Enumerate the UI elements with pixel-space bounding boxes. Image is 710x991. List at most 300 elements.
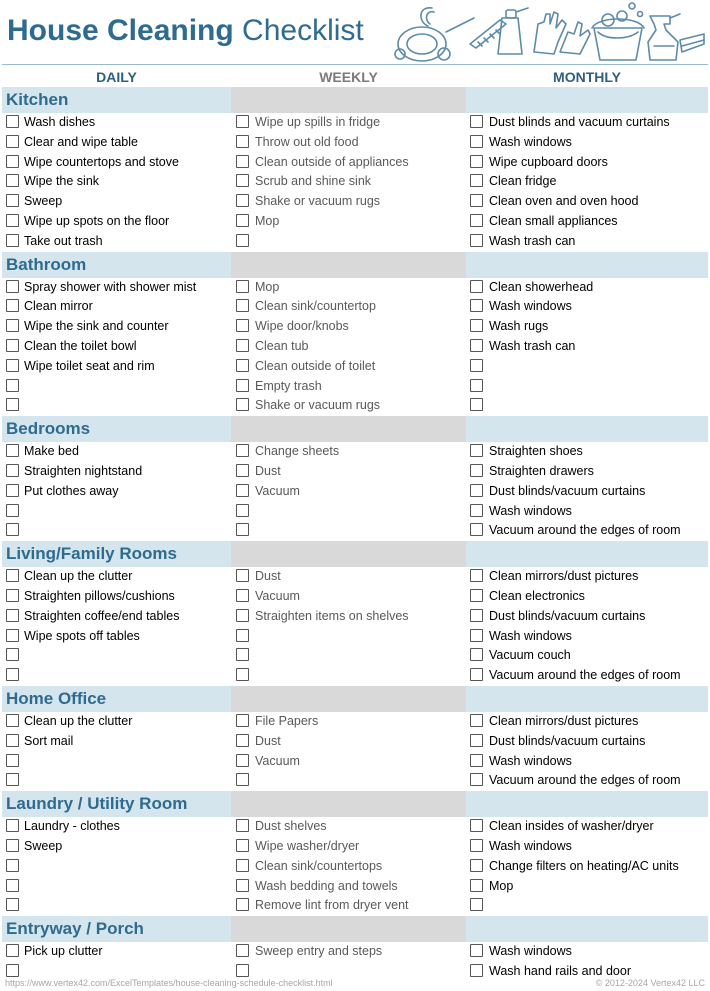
task-label: Wash windows <box>489 753 572 768</box>
task-label: Clean the toilet bowl <box>24 338 137 353</box>
daily-task <box>2 337 231 357</box>
section-header-band <box>466 916 708 942</box>
task-label: Take out trash <box>24 233 103 248</box>
task-checkbox[interactable] <box>470 819 483 832</box>
daily-task <box>2 396 231 416</box>
task-label: Dust blinds/vacuum curtains <box>489 483 646 498</box>
task-checkbox[interactable] <box>470 714 483 727</box>
task-checkbox[interactable] <box>236 359 249 372</box>
task-label: Clean insides of washer/dryer <box>489 819 654 834</box>
task-label: Wipe the sink and counter <box>24 319 169 334</box>
task-checkbox[interactable] <box>236 609 249 622</box>
column-header-monthly: MONTHLY <box>553 69 621 85</box>
task-checkbox[interactable] <box>236 523 249 536</box>
monthly-task <box>466 732 708 752</box>
section-header <box>2 87 708 113</box>
task-label: Wipe cupboard doors <box>489 154 608 169</box>
task-checkbox[interactable] <box>236 398 249 411</box>
task-checkbox[interactable] <box>6 609 19 622</box>
checklist-row <box>2 567 708 587</box>
checklist-sections <box>2 87 708 982</box>
task-label: Straighten pillows/cushions <box>24 588 175 603</box>
checklist-row <box>2 232 708 252</box>
monthly-task <box>466 212 708 232</box>
task-checkbox[interactable] <box>6 214 19 227</box>
task-label: Wash windows <box>489 134 572 149</box>
task-checkbox[interactable] <box>236 898 249 911</box>
task-label: Wipe washer/dryer <box>255 838 360 853</box>
column-header-daily: DAILY <box>96 69 137 85</box>
task-label: Change filters on heating/AC units <box>489 858 679 873</box>
task-label: Wash windows <box>489 503 572 518</box>
task-checkbox[interactable] <box>236 174 249 187</box>
task-checkbox[interactable] <box>6 859 19 872</box>
weekly-task <box>231 357 466 377</box>
weekly-task <box>231 192 466 212</box>
task-label: Sweep entry and steps <box>255 944 383 959</box>
task-label: Straighten drawers <box>489 463 594 478</box>
task-checkbox[interactable] <box>470 174 483 187</box>
task-checkbox[interactable] <box>236 484 249 497</box>
task-checkbox[interactable] <box>236 734 249 747</box>
task-label: Clean up the clutter <box>24 569 133 584</box>
task-label: Dust blinds/vacuum curtains <box>489 733 646 748</box>
task-checkbox[interactable] <box>6 668 19 681</box>
checklist-row <box>2 752 708 772</box>
task-checkbox[interactable] <box>236 569 249 582</box>
task-checkbox[interactable] <box>6 773 19 786</box>
task-label: Clean up the clutter <box>24 713 133 728</box>
task-checkbox[interactable] <box>236 944 249 957</box>
daily-task <box>2 172 231 192</box>
daily-task <box>2 113 231 133</box>
task-label: Vacuum <box>255 483 300 498</box>
column-header-weekly: WEEKLY <box>319 69 378 85</box>
monthly-task <box>466 607 708 627</box>
weekly-task <box>231 567 466 587</box>
section-header <box>2 686 708 712</box>
checklist-row <box>2 942 708 962</box>
weekly-task <box>231 587 466 607</box>
checklist-row <box>2 442 708 462</box>
daily-task <box>2 666 231 686</box>
weekly-task <box>231 732 466 752</box>
task-checkbox[interactable] <box>6 944 19 957</box>
weekly-task <box>231 133 466 153</box>
task-checkbox[interactable] <box>236 444 249 457</box>
section-title: Entryway / Porch <box>6 919 144 939</box>
weekly-task <box>231 396 466 416</box>
daily-task <box>2 317 231 337</box>
task-checkbox[interactable] <box>470 280 483 293</box>
task-label: Clean sink/countertop <box>255 299 376 314</box>
task-label: Make bed <box>24 444 79 459</box>
checklist-row <box>2 607 708 627</box>
task-label: Shake or vacuum rugs <box>255 398 381 413</box>
task-label: Clean sink/countertops <box>255 858 383 873</box>
daily-task <box>2 896 231 916</box>
weekly-task <box>231 627 466 647</box>
section-header-band <box>231 416 466 442</box>
checklist-row <box>2 857 708 877</box>
section-title: Bathroom <box>6 254 87 274</box>
task-checkbox[interactable] <box>236 714 249 727</box>
section-header-band <box>466 416 708 442</box>
checklist-row <box>2 133 708 153</box>
task-checkbox[interactable] <box>470 484 483 497</box>
monthly-task <box>466 896 708 916</box>
task-checkbox[interactable] <box>236 629 249 642</box>
task-checkbox[interactable] <box>470 504 483 517</box>
daily-task <box>2 153 231 173</box>
daily-task <box>2 502 231 522</box>
task-checkbox[interactable] <box>6 714 19 727</box>
task-checkbox[interactable] <box>6 339 19 352</box>
daily-task <box>2 377 231 397</box>
task-checkbox[interactable] <box>236 379 249 392</box>
checklist-row <box>2 317 708 337</box>
task-checkbox[interactable] <box>6 379 19 392</box>
checklist-row <box>2 521 708 541</box>
task-label: Wash trash can <box>489 233 576 248</box>
task-label: Wipe up spots on the floor <box>24 213 170 228</box>
monthly-task <box>466 771 708 791</box>
monthly-task <box>466 317 708 337</box>
checklist-row <box>2 646 708 666</box>
task-checkbox[interactable] <box>470 964 483 977</box>
task-checkbox[interactable] <box>6 504 19 517</box>
section-header-band <box>231 541 466 567</box>
task-label: Wipe spots off tables <box>24 628 140 643</box>
task-label: Put clothes away <box>24 483 119 498</box>
daily-task <box>2 627 231 647</box>
task-checkbox[interactable] <box>470 444 483 457</box>
task-checkbox[interactable] <box>6 523 19 536</box>
task-checkbox[interactable] <box>6 589 19 602</box>
weekly-task <box>231 666 466 686</box>
task-checkbox[interactable] <box>470 115 483 128</box>
section-header <box>2 252 708 278</box>
task-label: Empty trash <box>255 378 322 393</box>
task-label: Mop <box>255 279 280 294</box>
task-checkbox[interactable] <box>6 879 19 892</box>
task-checkbox[interactable] <box>236 234 249 247</box>
task-checkbox[interactable] <box>236 319 249 332</box>
task-checkbox[interactable] <box>6 280 19 293</box>
task-checkbox[interactable] <box>470 319 483 332</box>
task-checkbox[interactable] <box>470 339 483 352</box>
task-checkbox[interactable] <box>6 174 19 187</box>
checklist-row <box>2 192 708 212</box>
task-checkbox[interactable] <box>470 944 483 957</box>
monthly-task <box>466 942 708 962</box>
monthly-task <box>466 817 708 837</box>
daily-task <box>2 587 231 607</box>
section-title: Kitchen <box>6 90 69 109</box>
task-label: Wipe door/knobs <box>255 319 349 334</box>
weekly-task <box>231 857 466 877</box>
task-label: Wipe toilet seat and rim <box>24 358 155 373</box>
task-checkbox[interactable] <box>6 155 19 168</box>
weekly-task <box>231 317 466 337</box>
daily-task <box>2 817 231 837</box>
weekly-task <box>231 607 466 627</box>
task-checkbox[interactable] <box>470 754 483 767</box>
monthly-task <box>466 502 708 522</box>
task-label: Clean oven and oven hood <box>489 194 639 209</box>
task-label: Dust blinds/vacuum curtains <box>489 608 646 623</box>
task-checkbox[interactable] <box>6 648 19 661</box>
task-label: Wipe countertops and stove <box>24 154 179 169</box>
task-checkbox[interactable] <box>236 668 249 681</box>
weekly-task <box>231 278 466 298</box>
task-checkbox[interactable] <box>470 135 483 148</box>
task-label: Wash trash can <box>489 338 576 353</box>
weekly-task <box>231 752 466 772</box>
section-title: Home Office <box>6 688 107 708</box>
daily-task <box>2 877 231 897</box>
title-rest: Checklist <box>242 14 364 47</box>
task-checkbox[interactable] <box>6 359 19 372</box>
task-checkbox[interactable] <box>236 589 249 602</box>
task-checkbox[interactable] <box>236 839 249 852</box>
task-checkbox[interactable] <box>470 299 483 312</box>
monthly-task <box>466 442 708 462</box>
task-checkbox[interactable] <box>236 773 249 786</box>
task-label: Wash windows <box>489 628 572 643</box>
task-label: Vacuum around the edges of room <box>489 773 681 788</box>
header-rule <box>2 64 708 65</box>
task-checkbox[interactable] <box>6 135 19 148</box>
task-checkbox[interactable] <box>236 648 249 661</box>
task-checkbox[interactable] <box>236 280 249 293</box>
task-checkbox[interactable] <box>470 734 483 747</box>
task-checkbox[interactable] <box>236 819 249 832</box>
task-checkbox[interactable] <box>470 523 483 536</box>
weekly-task <box>231 942 466 962</box>
task-checkbox[interactable] <box>6 484 19 497</box>
task-checkbox[interactable] <box>6 964 19 977</box>
checklist-row <box>2 212 708 232</box>
task-checkbox[interactable] <box>236 155 249 168</box>
daily-task <box>2 712 231 732</box>
task-checkbox[interactable] <box>236 964 249 977</box>
monthly-task <box>466 297 708 317</box>
checklist-row <box>2 837 708 857</box>
task-label: Change sheets <box>255 444 340 459</box>
task-label: Mop <box>489 878 514 893</box>
section-header-band <box>231 252 466 278</box>
daily-task <box>2 212 231 232</box>
task-label: Straighten shoes <box>489 444 583 459</box>
task-checkbox[interactable] <box>236 504 249 517</box>
task-checkbox[interactable] <box>470 359 483 372</box>
section-header-band <box>231 87 466 113</box>
task-label: Vacuum <box>255 588 300 603</box>
section-header-band <box>231 686 466 712</box>
monthly-task <box>466 377 708 397</box>
task-label: Laundry - clothes <box>24 819 120 834</box>
task-label: Dust blinds and vacuum curtains <box>489 115 670 129</box>
task-label: Mop <box>255 213 280 228</box>
task-checkbox[interactable] <box>470 629 483 642</box>
task-label: Clean outside of appliances <box>255 154 409 169</box>
weekly-task <box>231 502 466 522</box>
task-checkbox[interactable] <box>470 879 483 892</box>
section-header <box>2 541 708 567</box>
task-checkbox[interactable] <box>6 194 19 207</box>
weekly-task <box>231 113 466 133</box>
checklist-row <box>2 732 708 752</box>
monthly-task <box>466 172 708 192</box>
page-title <box>7 14 364 48</box>
daily-task <box>2 462 231 482</box>
monthly-task <box>466 482 708 502</box>
checklist-row <box>2 113 708 133</box>
daily-task <box>2 232 231 252</box>
daily-task <box>2 442 231 462</box>
task-checkbox[interactable] <box>236 859 249 872</box>
task-checkbox[interactable] <box>236 115 249 128</box>
task-label: Clean tub <box>255 338 309 353</box>
daily-task <box>2 278 231 298</box>
task-checkbox[interactable] <box>6 569 19 582</box>
daily-task <box>2 771 231 791</box>
task-checkbox[interactable] <box>470 589 483 602</box>
task-checkbox[interactable] <box>6 299 19 312</box>
task-label: Straighten items on shelves <box>255 608 409 623</box>
monthly-task <box>466 837 708 857</box>
task-checkbox[interactable] <box>6 734 19 747</box>
daily-task <box>2 133 231 153</box>
task-checkbox[interactable] <box>470 234 483 247</box>
checklist-row <box>2 896 708 916</box>
task-checkbox[interactable] <box>6 839 19 852</box>
weekly-task <box>231 482 466 502</box>
task-label: Wash windows <box>489 944 572 959</box>
weekly-task <box>231 771 466 791</box>
task-checkbox[interactable] <box>470 898 483 911</box>
task-label: Clean electronics <box>489 588 585 603</box>
task-checkbox[interactable] <box>470 464 483 477</box>
task-checkbox[interactable] <box>6 898 19 911</box>
task-checkbox[interactable] <box>470 668 483 681</box>
task-label: Wipe up spills in fridge <box>255 115 381 129</box>
cleaning-supplies-illustration-icon <box>388 2 706 64</box>
task-checkbox[interactable] <box>470 839 483 852</box>
task-checkbox[interactable] <box>236 194 249 207</box>
monthly-task <box>466 396 708 416</box>
weekly-task <box>231 712 466 732</box>
task-label: File Papers <box>255 713 319 728</box>
task-checkbox[interactable] <box>236 339 249 352</box>
weekly-task <box>231 377 466 397</box>
daily-task <box>2 521 231 541</box>
task-checkbox[interactable] <box>6 444 19 457</box>
task-checkbox[interactable] <box>236 879 249 892</box>
footer-url[interactable]: https://www.vertex42.com/ExcelTemplates/house-cleaning-schedule-checklist.html <box>5 978 333 988</box>
weekly-task <box>231 337 466 357</box>
task-label: Pick up clutter <box>24 944 103 959</box>
task-label: Scrub and shine sink <box>255 174 372 189</box>
task-label: Clean outside of toilet <box>255 358 376 373</box>
task-checkbox[interactable] <box>6 319 19 332</box>
task-label: Dust shelves <box>255 819 327 834</box>
monthly-task <box>466 521 708 541</box>
task-label: Straighten coffee/end tables <box>24 608 180 623</box>
task-checkbox[interactable] <box>6 819 19 832</box>
checklist-row <box>2 627 708 647</box>
task-checkbox[interactable] <box>470 609 483 622</box>
task-checkbox[interactable] <box>470 648 483 661</box>
checklist-row <box>2 771 708 791</box>
task-checkbox[interactable] <box>6 464 19 477</box>
monthly-task <box>466 462 708 482</box>
task-checkbox[interactable] <box>470 398 483 411</box>
task-label: Wash rugs <box>489 319 549 334</box>
task-checkbox[interactable] <box>470 773 483 786</box>
daily-task <box>2 297 231 317</box>
section-title: Bedrooms <box>6 419 91 439</box>
checklist-row <box>2 396 708 416</box>
task-label: Throw out old food <box>255 134 359 149</box>
title-bold: House Cleaning <box>7 14 234 47</box>
task-checkbox[interactable] <box>470 194 483 207</box>
weekly-task <box>231 232 466 252</box>
task-label: Sort mail <box>24 733 74 748</box>
daily-task <box>2 192 231 212</box>
task-checkbox[interactable] <box>470 379 483 392</box>
task-label: Shake or vacuum rugs <box>255 194 381 209</box>
task-checkbox[interactable] <box>470 155 483 168</box>
task-checkbox[interactable] <box>470 214 483 227</box>
task-label: Remove lint from dryer vent <box>255 898 409 913</box>
daily-task <box>2 942 231 962</box>
task-checkbox[interactable] <box>6 234 19 247</box>
task-checkbox[interactable] <box>6 754 19 767</box>
task-checkbox[interactable] <box>470 859 483 872</box>
weekly-task <box>231 521 466 541</box>
task-label: Wash hand rails and door <box>489 963 631 978</box>
weekly-task <box>231 153 466 173</box>
daily-task <box>2 837 231 857</box>
task-checkbox[interactable] <box>236 299 249 312</box>
checklist-row <box>2 337 708 357</box>
task-checkbox[interactable] <box>470 569 483 582</box>
task-checkbox[interactable] <box>6 629 19 642</box>
task-checkbox[interactable] <box>236 135 249 148</box>
checklist-row <box>2 172 708 192</box>
section-header <box>2 916 708 942</box>
task-checkbox[interactable] <box>236 214 249 227</box>
checklist-row <box>2 817 708 837</box>
monthly-task <box>466 712 708 732</box>
task-checkbox[interactable] <box>6 115 19 128</box>
task-label: Vacuum around the edges of room <box>489 523 681 538</box>
monthly-task <box>466 666 708 686</box>
daily-task <box>2 482 231 502</box>
monthly-task <box>466 627 708 647</box>
task-checkbox[interactable] <box>236 754 249 767</box>
section-title: Laundry / Utility Room <box>6 794 188 814</box>
task-label: Wash windows <box>489 838 572 853</box>
weekly-task <box>231 896 466 916</box>
monthly-task <box>466 278 708 298</box>
task-checkbox[interactable] <box>6 398 19 411</box>
task-checkbox[interactable] <box>236 464 249 477</box>
section-header-band <box>466 791 708 817</box>
section-header <box>2 416 708 442</box>
